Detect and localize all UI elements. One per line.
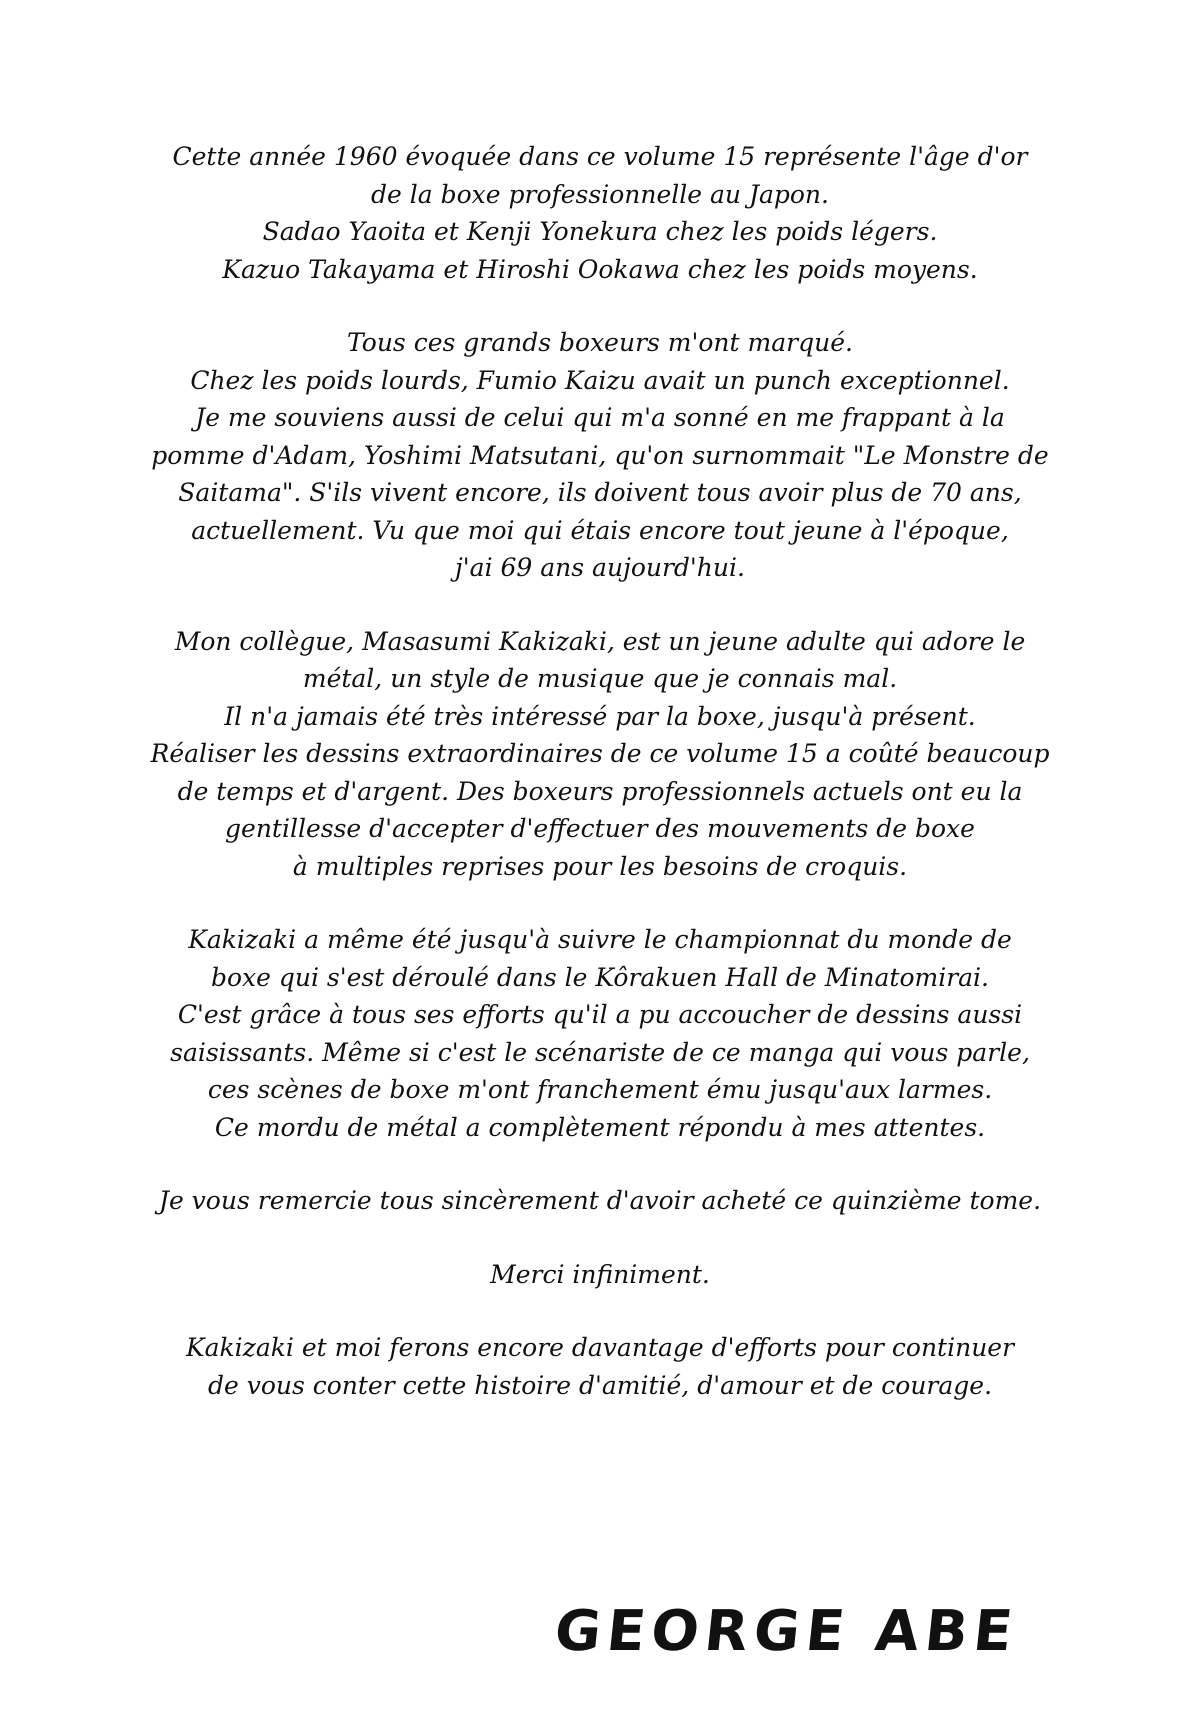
afterword-paragraph [140,1256,1060,1294]
text-line: saisissants. Même si c'est le scénariste de ce manga qui vous parle, [170,1037,1030,1067]
text-line: pomme d'Adam, Yoshimi Matsutani, qu'on surnommait "Le Monstre de [151,440,1049,470]
afterword-paragraph [140,1329,1060,1404]
author-signature: GEORGE ABE [551,1599,1022,1664]
afterword-paragraph [140,138,1060,288]
afterword-paragraph [140,623,1060,886]
text-line: Sadao Yaoita et Kenji Yonekura chez les poids légers. [262,217,938,246]
afterword-text [140,138,1060,1404]
text-line: Cette année 1960 évoquée dans ce volume 15 représente l'âge d'or [172,142,1028,171]
text-line: à multiples reprises pour les besoins de croquis. [292,851,908,881]
text-line: Mon collègue, Masasumi Kakizaki, est un jeune adulte qui adore le [174,626,1026,656]
text-line: gentillesse d'accepter d'effectuer des mouvements de boxe [225,814,975,843]
text-line: Saitama". S'ils vivent encore, ils doivent tous avoir plus de 70 ans, [178,478,1022,507]
text-line: Je vous remercie tous sincèrement d'avoir acheté ce quinzième tome. [158,1186,1042,1215]
afterword-paragraph [140,324,1060,587]
text-line: Réaliser les dessins extraordinaires de ce volume 15 a coûté beaucoup [150,739,1050,768]
text-line: C'est grâce à tous ses efforts qu'il a pu accoucher de dessins aussi [177,1000,1023,1029]
afterword-paragraph [140,921,1060,1146]
text-line: Je me souviens aussi de celui qui m'a sonné en me frappant à la [195,403,1005,432]
text-line: de la boxe professionnelle au Japon. [371,179,829,209]
text-line: Kakizaki a même été jusqu'à suivre le championnat du monde de [188,925,1012,954]
text-line: ces scènes de boxe m'ont franchement ému jusqu'aux larmes. [207,1075,993,1104]
text-line: boxe qui s'est déroulé dans le Kôrakuen Hall de Minatomirai. [210,962,989,992]
text-line: Il n'a jamais été très intéressé par la boxe, jusqu'à présent. [224,701,976,731]
text-line: de vous conter cette histoire d'amitié, d'amour et de courage. [207,1370,993,1400]
text-line: Kakizaki et moi ferons encore davantage d'efforts pour continuer [185,1333,1015,1362]
afterword-paragraph [140,1182,1060,1220]
text-line: Merci infiniment. [490,1259,710,1289]
text-line: actuellement. Vu que moi qui étais encore tout jeune à l'époque, [191,515,1009,545]
text-line: Chez les poids lourds, Fumio Kaizu avait un punch exceptionnel. [190,365,1010,395]
text-line: de temps et d'argent. Des boxeurs professionnels actuels ont eu la [177,776,1023,806]
text-line: Kazuo Takayama et Hiroshi Ookawa chez les poids moyens. [222,254,978,284]
text-line: Ce mordu de métal a complètement répondu à mes attentes. [214,1112,986,1142]
text-line: j'ai 69 ans aujourd'hui. [455,553,745,582]
text-line: Tous ces grands boxeurs m'ont marqué. [347,328,853,357]
text-line: métal, un style de musique que je connais mal. [302,664,898,693]
